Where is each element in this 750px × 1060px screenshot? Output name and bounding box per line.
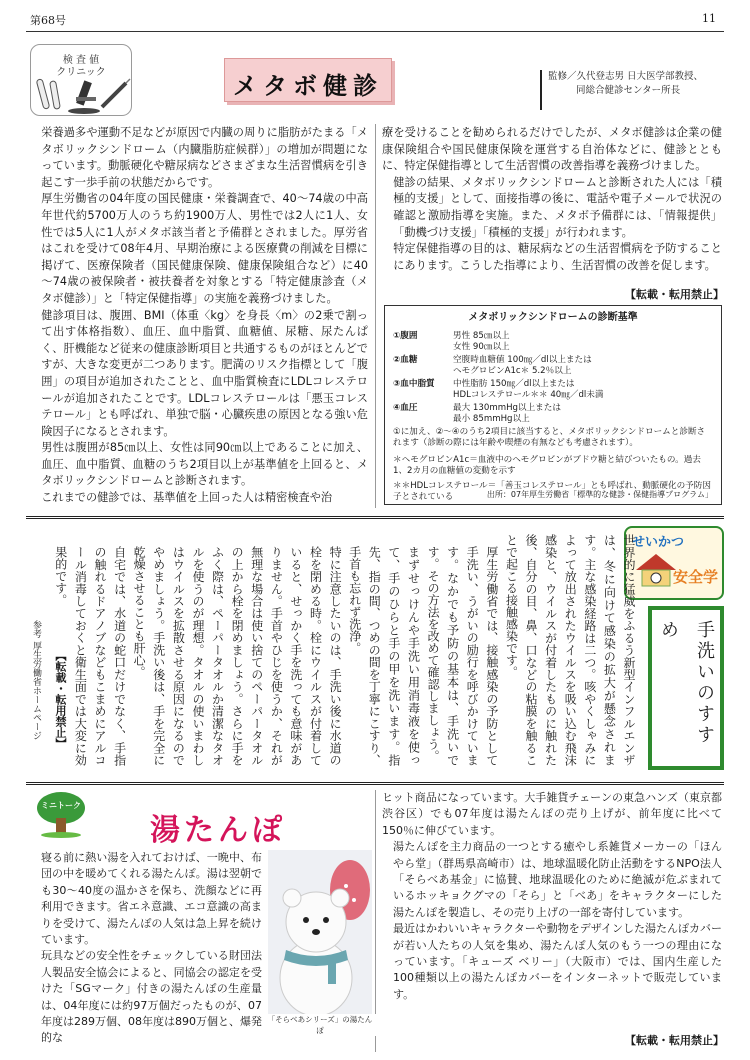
supervisor-box (540, 70, 732, 110)
paragraph: 玩具などの安全性をチェックしている財団法人製品安全協会によると、同協会の認定を受けた「SGマーク」付きの湯たんぽの生産量は、04年度には約97万個だったものが、07年度は289万個、08年度は890万個と、爆発的な (41, 949, 262, 1045)
criteria-label: ③血中脂質 (393, 379, 435, 389)
section-divider (26, 782, 724, 785)
handwash-credit: 【転載・転用禁止】 (52, 650, 68, 770)
paragraph: 自宅では、水道の蛇口だけでなく、手指の触れるドアノブなどもこまめにアルコール消毒しておくと衛生面では大変に効果的です。 (53, 546, 127, 766)
minitalk-logo (34, 790, 88, 838)
paragraph: ヒット商品になっています。大手雑貨チェーンの東急ハンズ（東京都渋谷区）でも07年度は湯たんぽの売り上げが、前年度に比べて150％に伸びています。 (382, 791, 722, 837)
paragraph: 世界的に猛威をふるう新型インフルエンザは、冬に向けて感染の拡大が懸念されます。主な感染経路は二つ。咳やくしゃみによって放出されたウイルスを吸い込む飛沫感染と、ウイルスが付着したものに触れた後、自分の目、鼻、口などの粘膜を触ることで起こる接触感染です。 (504, 534, 636, 766)
issue-number: 第68号 (30, 14, 66, 27)
handwash-title: 手洗いのすすめ (658, 620, 715, 746)
criteria-value: 男性 85㎝以上 (453, 331, 510, 341)
house-icon (634, 552, 678, 588)
safety-logo (624, 526, 724, 600)
paragraph: 療を受けることを勧められるだけでしたが、メタボ健診は企業の健康保険組合や国民健康保険を運営する自治体などに、健診とともに、特定保健指導として生活習慣の改善指導を義務づけました。 (382, 126, 722, 173)
criteria-footnote: ＊ヘモグロビンA1c＝血液中のヘモグロビンがブドウ糖と結びついたもの。過去1、2カ月の血糖値の変動を示す (393, 455, 701, 476)
paragraph: まずせっけんや手洗い用消毒液を使って、手のひらと手の甲を洗います。指先、指の間、つめの間を丁寧にこすり、手首も忘れず洗浄。 (347, 546, 421, 766)
criteria-note: ①に加え、②～④のうち2項目に該当すると、メタボリックシンドロームと診断されます（診断の際には年齢や喫煙の有無なども考慮されます）。 (393, 427, 706, 448)
page-number: 11 (702, 12, 716, 25)
yutanpo-credit: 【転載・転用禁止】 (625, 1034, 724, 1047)
metabo-left-column (30, 125, 368, 507)
criteria-value: 最大 130mmHg以上または (453, 403, 561, 413)
paragraph: これまでの健診では、基準値を上回った人は精密検査や治 (41, 491, 333, 505)
photo-caption: 「そらべあシリーズ」の湯たんぽ (264, 1014, 376, 1036)
paragraph: 寝る前に熱い湯を入れておけば、一晩中、布団の中を暖めてくれる湯たんぽ。湯は翌朝でも30～40度の温かさを保ち、洗顔などに再利用できます。省エネ意識、エコ意識の高まりを受けて、湯たんぽの人気は急上昇を続けています。 (41, 851, 262, 947)
metabo-credit: 【転載・転用禁止】 (600, 286, 724, 302)
bear-hot-water-bottle-icon (268, 850, 372, 1022)
paragraph: 厚生労働省の04年度の国民健康・栄養調査で、40～74歳の中高年世代約5700万人のうち約1900万人、男性では2人に1人、女性では5人に1人がメタボ該当者と予備群とされました。厚労省はこれを受けて08年4月、早期治療による医療費の削減を目標に掲げて、医療保険者（国民健康保険、健康保険組合など）に40～74歳の被保険者・被扶養者を対象とする「特定健康診査（メタボ健診）」と「特定保健指導」の実施を義務づけました。 (41, 192, 368, 305)
criteria-values (453, 331, 510, 353)
yutanpo-right-text (382, 790, 722, 1028)
handwash-body (52, 534, 638, 766)
safety-logo-line-1: せいかつ (632, 535, 685, 550)
paragraph: 健診項目は、腹囲、BMI（体重〈kg〉を身長〈m〉の2乗で割って出す体格指数）、血圧、血中脂質、血糖値、尿糖、尿たんぱく、肝機能など従来の健康診断項目と共通するものがほとんどですが、大きな変更が二つあります。肥満のリスク指標として「腹囲」の項目が追加されたことと、血中脂質検査にLDLコレステロールが追加されたことです。LDLコレステロールは「悪玉コレステロール」とも呼ばれ、単独で脳・心臓疾患の原因となる強い危険因子になるとされます。 (41, 308, 368, 438)
handwash-title-frame (648, 606, 724, 770)
header-rule (26, 31, 724, 32)
section-divider (26, 516, 724, 519)
microscope-icon (32, 75, 132, 115)
paragraph: 男性は腹囲が85㎝以上、女性は同90㎝以上であることに加え、血圧、血中脂質、血糖のうち2項目以上が基準値を上回ると、メタボリックシンドロームと診断されます。 (41, 441, 368, 488)
paragraph: 特に注意したいのは、手洗い後に水道の栓を閉める時。栓にウイルスが付着していると、せっかく手を洗っても意味がありません。手首やひじを使うか、それが無理な場合は使い捨てのペーパータオルの上から栓を閉めましょう。さらに手をふく際は、ペーパータオルか清潔なタオルを使うのが理想。タオルの使いまわしはウイルスを拡散させる原因になるのでやめましょう。手洗い後は、手を完全に乾燥させることも肝心。 (132, 546, 343, 766)
criteria-value: ヘモグロビンA1c＊ 5.2％以上 (453, 366, 572, 376)
metabo-right-column (382, 125, 722, 297)
criteria-source: 出所：07年厚生労働省「標準的な健診・保健指導プログラム」 (486, 490, 713, 499)
tree-icon (34, 790, 88, 838)
criteria-value: 中性脂肪 150㎎／dl以上または (453, 379, 575, 389)
minitalk-logo-text: ミニトーク (41, 801, 81, 810)
logo-line-2: クリニック (56, 67, 106, 78)
criteria-box (384, 305, 722, 505)
yutanpo-photo (267, 850, 373, 1035)
metabo-title-banner (224, 58, 392, 102)
criteria-values (453, 379, 604, 401)
paragraph: 厚生労働省では、接触感染の予防として手洗い、うがいの励行を呼びかけています。なかでも予防の基本は、手洗いです。その方法を改めて確認しましょう。 (426, 546, 499, 766)
yutanpo-left-text (30, 850, 262, 1058)
criteria-row (393, 403, 713, 425)
paragraph: 最近はかわいいキャラクターや動物をデザインした湯たんぽカバーが若い人たちの人気を集め、湯たんぽ人気のもう一つの理由になっています。「キューズ ベリー」（大阪市）では、国内生産した100種類以上の湯たんぽカバーをインターネットで販売しています。 (393, 922, 722, 1001)
criteria-value: 空腹時血糖値 100㎎／dl以上または (453, 355, 592, 365)
supervisor-line-2: 同総合健診センター所長 (576, 85, 681, 96)
criteria-row (393, 331, 713, 353)
paragraph: 湯たんぽを主力商品の一つとする癒やし系雑貨メーカーの「ほんやら堂」（群馬県高崎市）は、地球温暖化防止活動をするNPO法人「そらべあ基金」に協賛、地球温暖化のために絶滅が危ぶまれているホッキョクグマの「そら」と「べあ」をキャラクターにした湯たんぽを製造し、その売り上げの一部を寄付しています。 (393, 840, 722, 919)
criteria-values (453, 355, 592, 377)
paragraph: 健診の結果、メタボリックシンドロームと診断された人には「積極的支援」として、面接指導の後に、電話や電子メールで状況の確認と激励指導を実施。また、メタボ予備群には、「情報提供」「動機づけ支援」「積極的支援」が行われます。 (393, 175, 722, 239)
section3-column-divider (375, 790, 376, 1052)
criteria-values (453, 403, 561, 425)
criteria-footnote: ＊＊HDLコレステロール＝「善玉コレステロール」とも呼ばれ、動脈硬化の予防因子とされている (393, 481, 711, 502)
logo-line-1: 検 査 値 (62, 55, 100, 66)
criteria-value: 最小 85mmHg以上 (453, 414, 530, 424)
paragraph: 特定保健指導の目的は、糖尿病などの生活習慣病を予防することにあります。こうした指導により、生活習慣の改善を促します。 (393, 242, 722, 272)
criteria-label: ②血糖 (393, 355, 418, 365)
criteria-label: ④血圧 (393, 403, 418, 413)
metabo-title: メタボ健診 (233, 72, 383, 100)
yutanpo-title: 湯たんぽ (150, 813, 286, 848)
criteria-value: HDLコレステロール＊＊ 40㎎／dl未満 (453, 390, 604, 400)
criteria-value: 女性 90㎝以上 (453, 342, 510, 352)
criteria-row (393, 379, 713, 401)
criteria-label: ①腹囲 (393, 331, 418, 341)
safety-logo-line-2: 安全学 (672, 568, 718, 586)
handwash-reference: 参考 厚生労働省ホームページ (31, 620, 41, 740)
supervisor-line-1: 監修／久代登志男 日大医学部教授、 (548, 71, 704, 82)
criteria-title: メタボリックシンドロームの診断基準 (468, 312, 638, 323)
column-divider (375, 124, 376, 508)
clinic-logo (30, 44, 132, 116)
criteria-row (393, 355, 713, 377)
paragraph: 栄養過多や運動不足などが原因で内臓の周りに脂肪がたまる「メタボリックシンドローム（内臓脂肪症候群）」の増加が問題になっています。動脈硬化や糖尿病などさまざまな生活習慣病を引き起こす一歩手前の状態だからです。 (41, 126, 368, 189)
